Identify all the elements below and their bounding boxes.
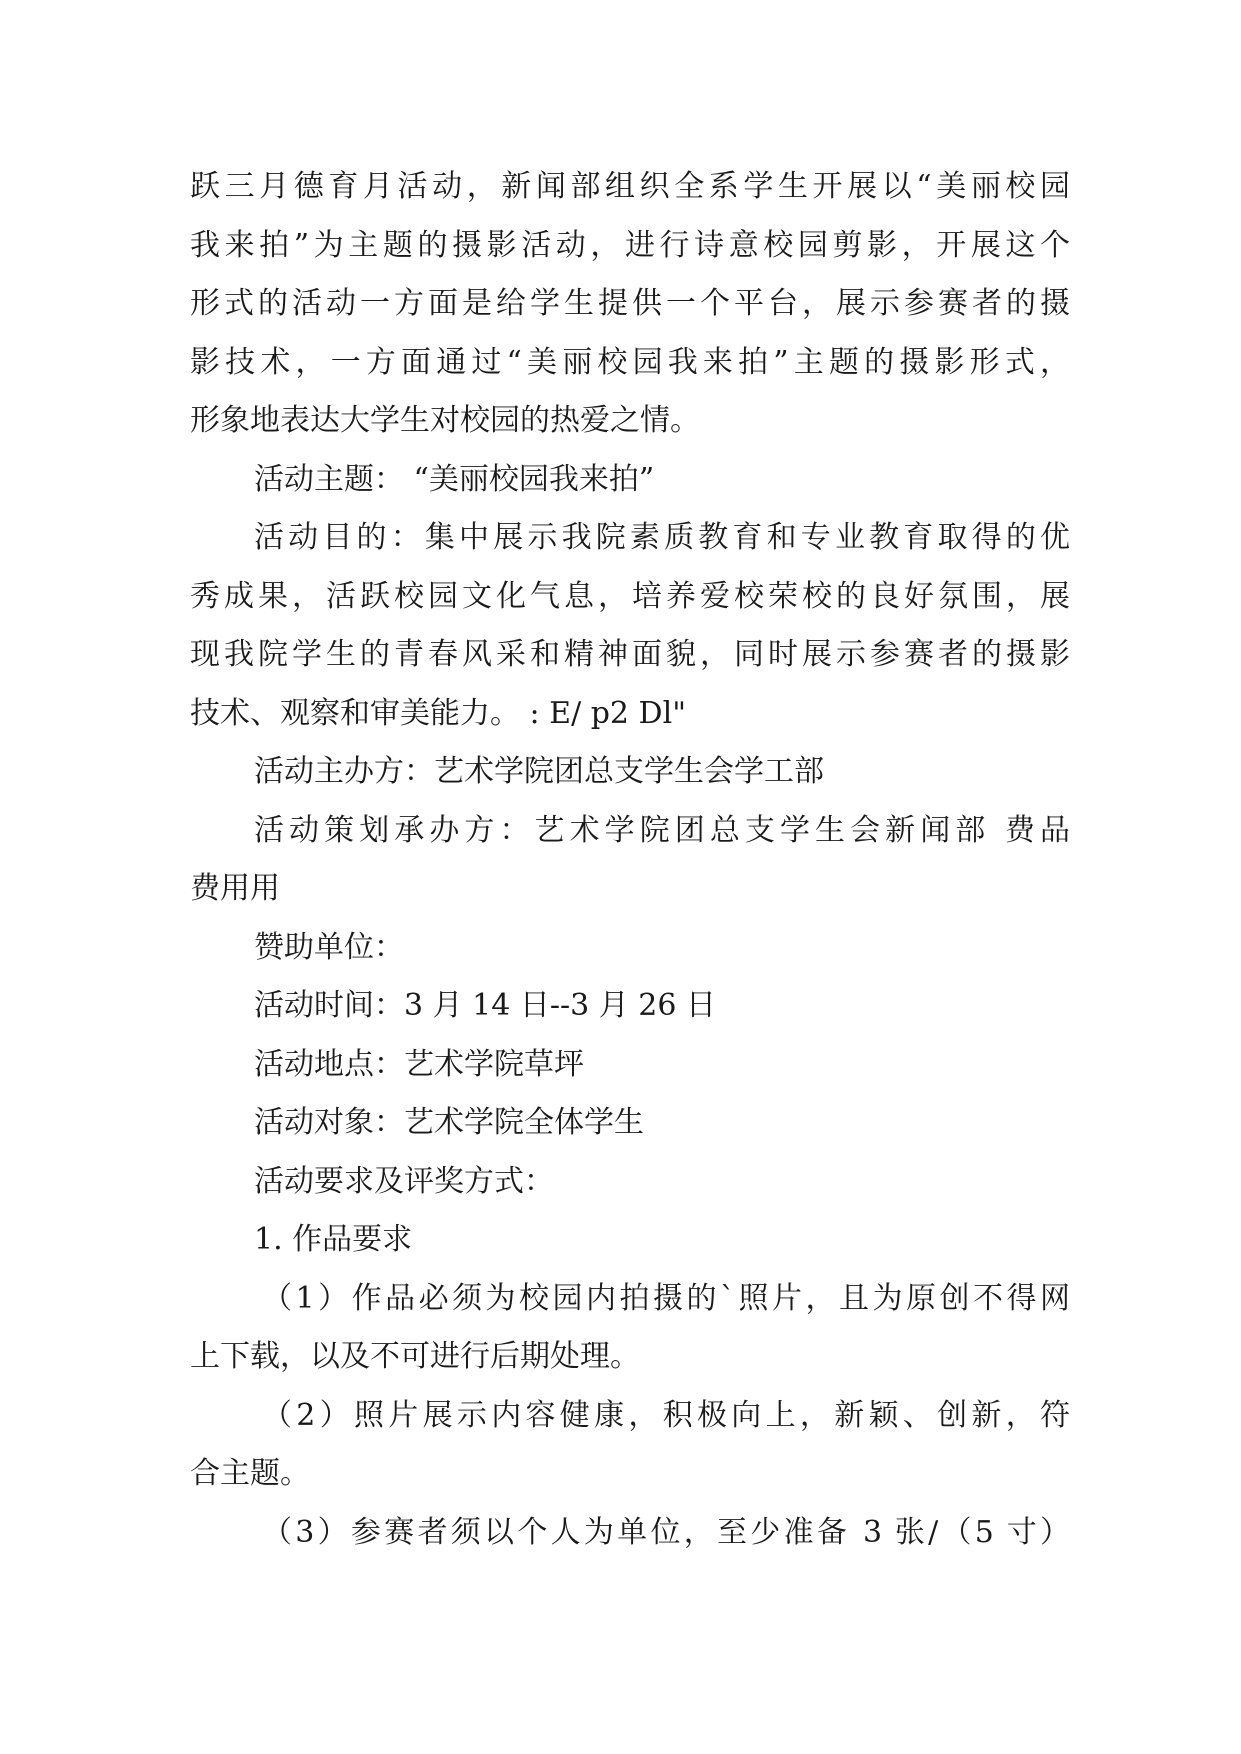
text-line: 技术、观察和审美能力。 : E/ p2 Dl"	[190, 695, 686, 731]
text-line: 费用用	[190, 871, 280, 906]
text-line: 活动要求及评奖方式：	[254, 1163, 554, 1199]
document-body	[190, 158, 1070, 1562]
text-line: （3）参赛者须以个人为单位，至少准备 3 张/（5 寸）	[262, 1514, 1070, 1550]
text-line: 跃三月德育月活动，新闻部组织全系学生开展以“美丽校园	[190, 169, 1070, 204]
text-line: 活动目的：集中展示我院素质教育和专业教育取得的优	[254, 520, 1070, 555]
text-line: 秀成果，活跃校园文化气息，培养爱校荣校的良好氛围，展	[190, 578, 1070, 614]
text-line: 活动时间：3 月 14 日--3 月 26 日	[254, 988, 717, 1023]
text-line: 赞助单位：	[254, 929, 404, 965]
text-line: 上下载，以及不可进行后期处理。	[190, 1339, 640, 1374]
text-line: 活动对象：艺术学院全体学生	[254, 1105, 644, 1140]
text-line: （2）照片展示内容健康，积极向上，新颖、创新，符	[262, 1397, 1070, 1433]
text-line: 合主题。	[190, 1456, 310, 1491]
text-line: 现我院学生的青春风采和精神面貌，同时展示参赛者的摄影	[190, 637, 1070, 672]
text-line: 我来拍”为主题的摄影活动，进行诗意校园剪影，开展这个	[190, 227, 1070, 263]
text-line: 形式的活动一方面是给学生提供一个平台，展示参赛者的摄	[190, 286, 1070, 321]
text-line: 活动策划承办方：艺术学院团总支学生会新闻部 费品	[254, 812, 1070, 848]
text-line: 1. 作品要求	[254, 1222, 413, 1257]
text-line: 活动主题： “美丽校园我来拍”	[254, 461, 655, 497]
text-line: 活动主办方：艺术学院团总支学生会学工部	[254, 754, 824, 789]
text-line: 影技术，一方面通过“美丽校园我来拍”主题的摄影形式，	[190, 344, 1070, 380]
text-line: （1）作品必须为校园内拍摄的`照片，且为原创不得网	[262, 1280, 1070, 1316]
text-line: 活动地点：艺术学院草坪	[254, 1046, 584, 1082]
text-line: 形象地表达大学生对校园的热爱之情。	[190, 403, 700, 438]
